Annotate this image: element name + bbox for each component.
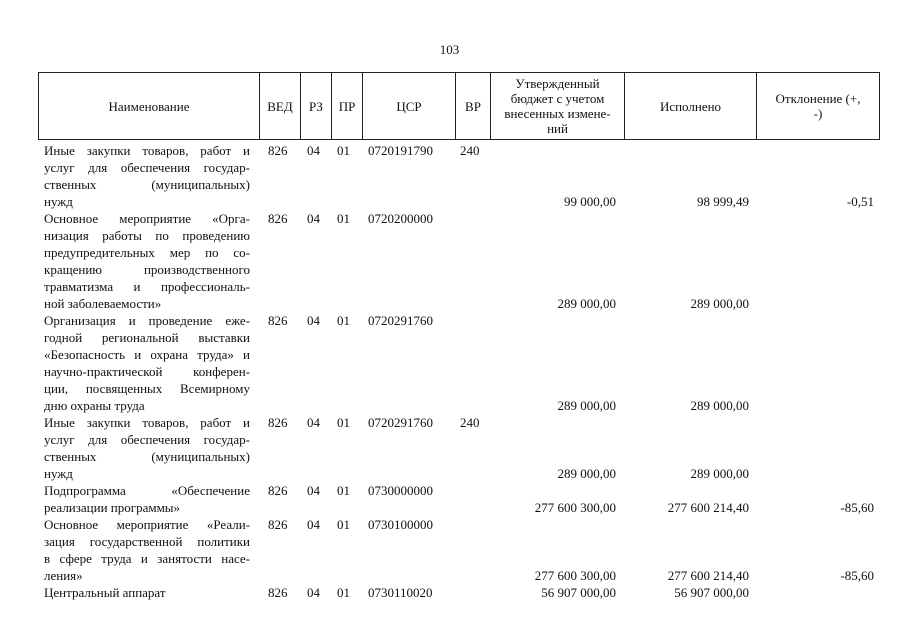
row-name-line: Подпрограмма «Обеспечение: [44, 483, 250, 498]
row-ved: 826: [268, 211, 288, 226]
row-done: 277 600 214,40: [667, 500, 749, 515]
row-ved: 826: [268, 483, 288, 498]
row-ved: 826: [268, 585, 288, 600]
row-approved: 277 600 300,00: [534, 500, 616, 515]
row-name-line: научно-практической конферен-: [44, 364, 250, 379]
row-name: [44, 482, 250, 516]
row-name-line: услуг для обеспечения государ-: [44, 160, 250, 175]
row-name-line: травматизма и профессиональ-: [44, 279, 250, 294]
row-approved: 289 000,00: [557, 398, 616, 413]
row-name-line: ственных (муниципальных): [44, 449, 250, 464]
row-rz: 04: [307, 313, 320, 328]
header-name: Наименование: [108, 98, 190, 114]
row-vr: 240: [460, 143, 480, 158]
table-header: [38, 72, 880, 140]
header-approved: Утвержденный бюджет с учетом внесенных измене- ний: [504, 76, 611, 136]
row-name-line: Основное мероприятие «Орга-: [44, 211, 250, 226]
row-ved: 826: [268, 143, 288, 158]
row-pr: 01: [337, 313, 350, 328]
row-csr: 0720291760: [368, 313, 433, 328]
row-done: 277 600 214,40: [667, 568, 749, 583]
row-name: [44, 516, 250, 584]
row-pr: 01: [337, 143, 350, 158]
header-csr: ЦСР: [396, 98, 422, 114]
row-done: 56 907 000,00: [674, 585, 749, 600]
row-csr: 0730100000: [368, 517, 433, 532]
row-name-line: Центральный аппарат: [44, 585, 166, 600]
table-row: [0, 312, 899, 414]
row-rz: 04: [307, 211, 320, 226]
row-name-line: дню охраны труда: [44, 398, 145, 413]
row-approved: 289 000,00: [557, 466, 616, 481]
row-pr: 01: [337, 211, 350, 226]
row-name-line: годной региональной выставки: [44, 330, 250, 345]
row-name: [44, 584, 250, 601]
row-csr: 0720291760: [368, 415, 433, 430]
row-pr: 01: [337, 483, 350, 498]
row-name-line: нужд: [44, 466, 73, 481]
row-done: 289 000,00: [690, 296, 749, 311]
table-row: [0, 516, 899, 584]
row-ved: 826: [268, 415, 288, 430]
row-pr: 01: [337, 415, 350, 430]
row-done: 289 000,00: [690, 466, 749, 481]
row-rz: 04: [307, 143, 320, 158]
row-deviation: -85,60: [840, 500, 874, 515]
row-name-line: низация работы по проведению: [44, 228, 250, 243]
table-row: [0, 584, 899, 601]
row-name-line: реализации программы»: [44, 500, 181, 515]
page-number: 103: [439, 42, 460, 57]
header-pr: ПР: [338, 98, 356, 114]
row-name: [44, 210, 250, 312]
row-name-line: кращению производственного: [44, 262, 250, 277]
row-csr: 0730110020: [368, 585, 433, 600]
row-deviation: -85,60: [840, 568, 874, 583]
row-deviation: -0,51: [846, 194, 874, 209]
header-done: Исполнено: [659, 98, 722, 114]
row-rz: 04: [307, 585, 320, 600]
row-rz: 04: [307, 415, 320, 430]
row-name-line: «Безопасность и охрана труда» и: [44, 347, 250, 362]
table-row: [0, 414, 899, 482]
row-done: 98 999,49: [697, 194, 749, 209]
row-name: [44, 142, 250, 210]
row-name-line: Основное мероприятие «Реали-: [44, 517, 250, 532]
table-body: [0, 142, 899, 601]
row-name-line: ственных (муниципальных): [44, 177, 250, 192]
row-pr: 01: [337, 517, 350, 532]
row-approved: 99 000,00: [564, 194, 616, 209]
row-rz: 04: [307, 483, 320, 498]
row-ved: 826: [268, 313, 288, 328]
row-vr: 240: [460, 415, 480, 430]
header-deviation: Отклонение (+, -): [775, 91, 861, 121]
row-name-line: нужд: [44, 194, 73, 209]
row-name-line: Иные закупки товаров, работ и: [44, 415, 250, 430]
header-ved: ВЕД: [267, 98, 293, 114]
row-name-line: услуг для обеспечения государ-: [44, 432, 250, 447]
row-name-line: предупредительных мер по со-: [44, 245, 250, 260]
row-pr: 01: [337, 585, 350, 600]
row-csr: 0730000000: [368, 483, 433, 498]
row-ved: 826: [268, 517, 288, 532]
row-done: 289 000,00: [690, 398, 749, 413]
header-vr: ВР: [465, 98, 481, 114]
row-name-line: Иные закупки товаров, работ и: [44, 143, 250, 158]
table-row: [0, 482, 899, 516]
table-row: [0, 210, 899, 312]
row-name-line: ции, посвященных Всемирному: [44, 381, 250, 396]
row-name-line: ной заболеваемости»: [44, 296, 162, 311]
row-name: [44, 312, 250, 414]
row-approved: 277 600 300,00: [534, 568, 616, 583]
row-csr: 0720191790: [368, 143, 433, 158]
row-approved: 56 907 000,00: [541, 585, 616, 600]
row-rz: 04: [307, 517, 320, 532]
row-name-line: в сфере труда и занятости насе-: [44, 551, 250, 566]
row-name-line: зация государственной политики: [44, 534, 250, 549]
row-name-line: ления»: [44, 568, 83, 583]
table-row: [0, 142, 899, 210]
row-csr: 0720200000: [368, 211, 433, 226]
row-name: [44, 414, 250, 482]
row-name-line: Организация и проведение еже-: [44, 313, 250, 328]
row-approved: 289 000,00: [557, 296, 616, 311]
header-rz: РЗ: [309, 98, 323, 114]
